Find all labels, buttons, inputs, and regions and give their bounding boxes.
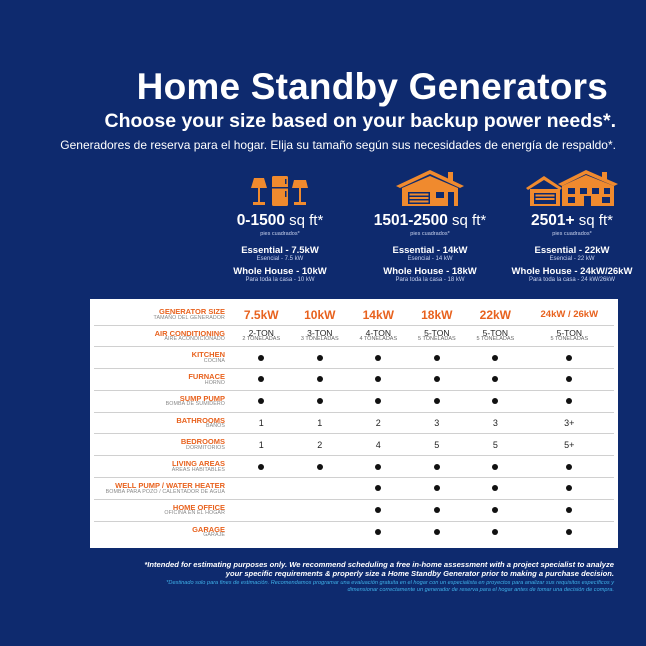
dot-icon (258, 376, 264, 382)
ac-cell-es: 5 TONELADAS (476, 336, 515, 343)
ac-cell (466, 325, 525, 347)
value-cell (291, 521, 350, 543)
included-dot-icon (525, 521, 614, 543)
included-dot-icon (525, 478, 614, 500)
included-dot-icon (291, 390, 350, 412)
ac-cell-en: 5-TON (424, 327, 450, 338)
size-cell: 7.5kW (232, 305, 291, 325)
tier-sq-range: 0-1500 (236, 212, 285, 229)
large-house-icon (492, 168, 646, 208)
dot-icon (434, 376, 440, 382)
dot-icon (566, 529, 572, 535)
row-label-es: HORNO (204, 379, 225, 386)
included-dot-icon (232, 456, 291, 478)
included-dot-icon (408, 347, 467, 369)
tier-large (492, 168, 646, 287)
dot-icon (317, 464, 323, 470)
ac-cell-en: 2-TON (248, 327, 274, 338)
dot-icon (492, 485, 498, 491)
ac-cell-es: 4 TONELADAS (359, 336, 398, 343)
row-label (94, 478, 232, 500)
tier-essential: Essential - 7.5kW (241, 245, 319, 256)
ac-cell (232, 325, 291, 347)
row-label (94, 412, 232, 434)
dot-icon (434, 355, 440, 361)
value-cell (291, 499, 350, 521)
value-cell (232, 499, 291, 521)
value-cell: 1 (291, 412, 350, 434)
value-cell: 1 (232, 412, 291, 434)
value-cell: 2 (291, 434, 350, 456)
row-label-es: DORMITORIOS (186, 444, 225, 451)
included-dot-icon (525, 369, 614, 391)
size-cell: 18kW (408, 305, 467, 325)
footnote-es: *Destinado solo para fines de estimación. Recomendamos programar una evaluación gratuita en el hogar con un especialista en proyectos para analizar sus requisitos específicos y dimensionar correctamente un generador de reserva para el hogar antes de tomar una decisión de compra. (166, 580, 614, 593)
included-dot-icon (408, 499, 467, 521)
dot-icon (434, 507, 440, 513)
ac-cell-en: 4-TON (365, 327, 391, 338)
dot-icon (492, 398, 498, 404)
ac-cell (408, 325, 467, 347)
dot-icon (375, 485, 381, 491)
dot-icon (258, 355, 264, 361)
dot-icon (317, 376, 323, 382)
included-dot-icon (466, 456, 525, 478)
row-label-en: BATHROOMS (176, 415, 225, 425)
footnote-en: *Intended for estimating purposes only. We recommend scheduling a free in-home assessment with a project specialist to analyze your specific requirements & properly size a Home Standby Generator prior to making a purchase decision. (144, 560, 614, 578)
included-dot-icon (408, 390, 467, 412)
row-label (94, 369, 232, 391)
tier-sq-es: pies cuadrados* (410, 231, 450, 237)
row-label-es: AIRE ACONDICIONADO (164, 336, 225, 342)
row-label-es: COCINA (203, 357, 225, 364)
dot-icon (375, 376, 381, 382)
included-dot-icon (408, 369, 467, 391)
house-icon (350, 168, 510, 208)
included-dot-icon (291, 347, 350, 369)
feature-row (94, 347, 614, 369)
generator-size-row (94, 305, 614, 325)
dot-icon (566, 464, 572, 470)
tier-sq-es: pies cuadrados* (260, 231, 300, 237)
tier-whole-house-es: Para toda la casa - 24 kW/26kW (528, 277, 616, 283)
value-cell: 1 (232, 434, 291, 456)
feature-row (94, 390, 614, 412)
tier-sq-unit: sq ft* (289, 212, 324, 229)
included-dot-icon (232, 347, 291, 369)
page-subtitle: Choose your size based on your backup power needs*. (104, 110, 616, 132)
included-dot-icon (349, 369, 408, 391)
included-dot-icon (349, 390, 408, 412)
feature-row (94, 478, 614, 500)
included-dot-icon (349, 456, 408, 478)
dot-icon (375, 398, 381, 404)
ac-cell (525, 325, 614, 347)
dot-icon (258, 464, 264, 470)
value-cell: 3 (466, 412, 525, 434)
included-dot-icon (408, 478, 467, 500)
ac-cell (291, 325, 350, 347)
ac-cell-es: 5 TONELADAS (550, 336, 589, 343)
included-dot-icon (408, 521, 467, 543)
included-dot-icon (291, 369, 350, 391)
included-dot-icon (466, 521, 525, 543)
feature-row (94, 521, 614, 543)
ac-cell-en: 3-TON (307, 327, 333, 338)
value-cell: 3 (408, 412, 467, 434)
page-title: Home Standby Generators (136, 66, 608, 107)
included-dot-icon (349, 499, 408, 521)
tier-sq-unit: sq ft* (578, 212, 613, 229)
row-label (94, 456, 232, 478)
dot-icon (375, 529, 381, 535)
tier-medium (350, 168, 510, 287)
included-dot-icon (349, 347, 408, 369)
row-label (94, 305, 232, 325)
included-dot-icon (525, 499, 614, 521)
dot-icon (566, 376, 572, 382)
size-cell: 22kW (466, 305, 525, 325)
dot-icon (566, 485, 572, 491)
dot-icon (375, 355, 381, 361)
row-label-es: BOMBA DE SUMIDERO (165, 401, 225, 408)
included-dot-icon (349, 521, 408, 543)
included-dot-icon (525, 347, 614, 369)
row-label-en: GENERATOR SIZE (159, 307, 225, 317)
value-cell: 5+ (525, 434, 614, 456)
row-label-es: ÁREAS HABITABLES (171, 466, 225, 473)
included-dot-icon (525, 390, 614, 412)
dot-icon (492, 529, 498, 535)
size-cell: 10kW (291, 305, 350, 325)
dot-icon (566, 398, 572, 404)
row-label-en: KITCHEN (191, 350, 225, 360)
ac-cell-es: 5 TONELADAS (417, 336, 456, 343)
tier-whole-house: Whole House - 10kW (233, 266, 327, 277)
size-cell: 24kW / 26kW (525, 305, 614, 325)
included-dot-icon (232, 369, 291, 391)
tier-essential-es: Esencial - 22 kW (549, 256, 595, 262)
tier-whole-house-es: Para toda la casa - 18 kW (395, 277, 465, 283)
footnote (144, 561, 614, 593)
row-label (94, 499, 232, 521)
row-label (94, 434, 232, 456)
tier-essential: Essential - 14kW (392, 245, 468, 256)
included-dot-icon (408, 456, 467, 478)
included-dot-icon (466, 390, 525, 412)
included-dot-icon (525, 456, 614, 478)
value-cell (232, 478, 291, 500)
tier-whole-house: Whole House - 24kW/26kW (511, 266, 633, 277)
row-label-en: HOME OFFICE (172, 502, 225, 512)
included-dot-icon (232, 390, 291, 412)
row-label-en: LIVING AREAS (171, 459, 225, 469)
ac-cell-es: 2 TONELADAS (242, 336, 281, 343)
row-label (94, 325, 232, 347)
value-cell: 3+ (525, 412, 614, 434)
tier-sq-range: 1501-2500 (373, 212, 448, 229)
included-dot-icon (466, 347, 525, 369)
row-label (94, 390, 232, 412)
row-label-es: GARAJE (203, 532, 225, 539)
appliances-icon (200, 168, 360, 208)
dot-icon (492, 507, 498, 513)
row-label-es: BAÑOS (205, 423, 225, 430)
included-dot-icon (349, 478, 408, 500)
feature-row (94, 499, 614, 521)
row-label-es: OFICINA EN EL HOGAR (164, 510, 225, 517)
dot-icon (492, 355, 498, 361)
included-dot-icon (466, 369, 525, 391)
value-cell: 2 (349, 412, 408, 434)
dot-icon (566, 355, 572, 361)
air-conditioning-row (94, 325, 614, 347)
row-label-es: TAMAÑO DEL GENERADOR (153, 314, 225, 321)
value-cell: 5 (466, 434, 525, 456)
dot-icon (492, 464, 498, 470)
row-label-es: BOMBA PARA POZO / CALENTADOR DE AGUA (105, 488, 225, 495)
dot-icon (258, 398, 264, 404)
row-label-en: SUMP PUMP (179, 393, 225, 403)
tier-whole-house: Whole House - 18kW (383, 266, 477, 277)
tier-essential-es: Esencial - 7.5 kW (256, 256, 304, 262)
dot-icon (434, 529, 440, 535)
value-cell (291, 478, 350, 500)
row-label-en: BEDROOMS (180, 437, 225, 447)
dot-icon (492, 376, 498, 382)
ac-cell (349, 325, 408, 347)
value-cell: 4 (349, 434, 408, 456)
row-label (94, 521, 232, 543)
row-label-en: FURNACE (188, 372, 225, 382)
tier-sq-unit: sq ft* (452, 212, 487, 229)
tier-whole-house-es: Para toda la casa - 10 kW (245, 277, 315, 283)
row-label-en: AIR CONDITIONING (154, 328, 225, 338)
ac-cell-es: 3 TONELADAS (300, 336, 339, 343)
page-subtitle-es: Generadores de reserva para el hogar. Elija su tamaño según sus necesidades de energía de respaldo*. (60, 138, 616, 152)
tier-small (200, 168, 360, 287)
dot-icon (434, 464, 440, 470)
row-label (94, 347, 232, 369)
dot-icon (375, 464, 381, 470)
dot-icon (434, 485, 440, 491)
feature-row (94, 456, 614, 478)
ac-cell-en: 5-TON (482, 327, 508, 338)
value-cell (232, 521, 291, 543)
included-dot-icon (466, 478, 525, 500)
ac-cell-en: 5-TON (556, 327, 582, 338)
dot-icon (434, 398, 440, 404)
value-cell: 5 (408, 434, 467, 456)
tier-sq-range: 2501+ (531, 212, 575, 229)
feature-row (94, 412, 614, 434)
row-label-en: GARAGE (192, 524, 225, 534)
row-label-en: WELL PUMP / WATER HEATER (115, 481, 225, 491)
sizing-table (90, 299, 618, 548)
size-cell: 14kW (349, 305, 408, 325)
dot-icon (566, 507, 572, 513)
tier-essential-es: Esencial - 14 kW (407, 256, 453, 262)
dot-icon (375, 507, 381, 513)
tier-sq-es: pies cuadrados* (552, 231, 592, 237)
tier-essential: Essential - 22kW (534, 245, 610, 256)
dot-icon (317, 355, 323, 361)
feature-row (94, 369, 614, 391)
included-dot-icon (466, 499, 525, 521)
dot-icon (317, 398, 323, 404)
feature-row (94, 434, 614, 456)
included-dot-icon (291, 456, 350, 478)
